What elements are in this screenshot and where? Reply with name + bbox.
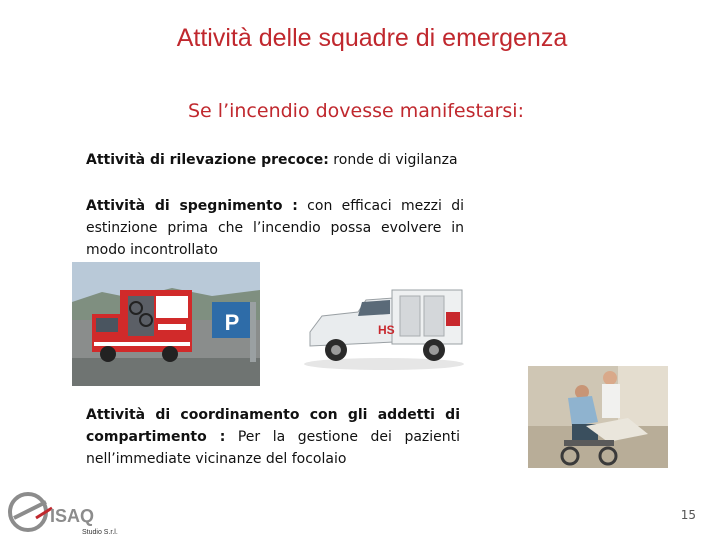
item-text: con efficaci mezzi di estinzione prima che l’incendio possa evolvere in modo incontrollato bbox=[86, 198, 464, 258]
parking-sign: P bbox=[224, 310, 240, 335]
slide-title: Attività delle squadre di emergenza bbox=[176, 24, 568, 52]
logo-brand: ISAQ bbox=[50, 506, 95, 526]
slide-subtitle: Se l’incendio dovesse manifestarsi: bbox=[188, 100, 524, 122]
fire-truck-photo bbox=[72, 262, 260, 386]
item-heading: Attività di spegnimento : bbox=[86, 198, 298, 214]
item-heading: Attività di coordinamento con gli addetti di compartimento : bbox=[86, 407, 460, 445]
pickup-logo-text: HS bbox=[378, 323, 395, 337]
logo-tagline: Studio S.r.l. bbox=[82, 529, 118, 536]
item-heading: Attività di rilevazione precoce: bbox=[86, 152, 329, 168]
item-extinguishing bbox=[86, 195, 464, 261]
item-early-detection bbox=[86, 149, 486, 171]
item-coordination bbox=[86, 404, 460, 470]
pickup-truck-photo bbox=[300, 272, 468, 372]
patient-transfer-photo bbox=[528, 366, 668, 468]
company-logo bbox=[6, 488, 124, 536]
item-text: Per la gestione dei pazienti nell’immediate vicinanze del focolaio bbox=[86, 429, 461, 467]
page-number: 15 bbox=[680, 508, 696, 522]
item-text: ronde di vigilanza bbox=[328, 152, 458, 168]
